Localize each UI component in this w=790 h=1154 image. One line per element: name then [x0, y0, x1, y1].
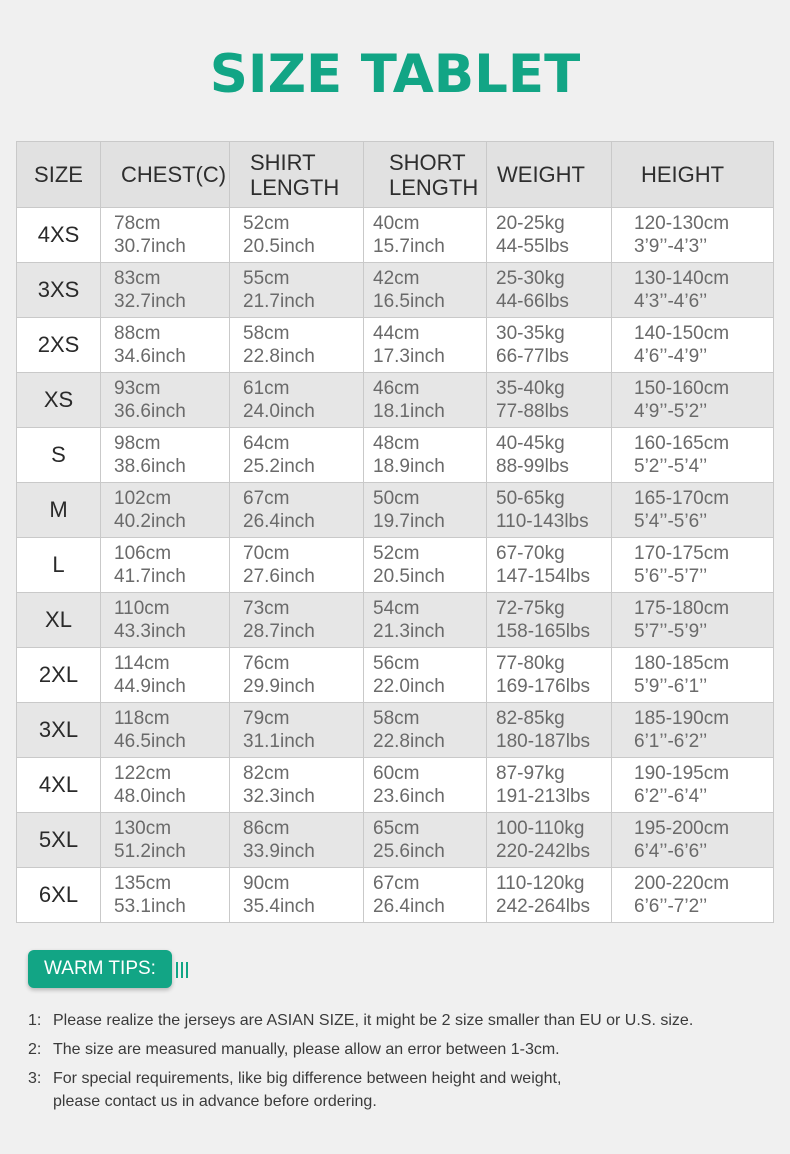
- metric-value: 56cm: [373, 653, 420, 674]
- table-cell: [364, 208, 487, 263]
- imperial-value: 191-213lbs: [496, 786, 591, 807]
- imperial-value: 48.0inch: [114, 786, 186, 807]
- table-cell: [230, 538, 364, 593]
- size-label: 3XS: [17, 263, 101, 318]
- metric-value: 190-195cm: [634, 763, 730, 784]
- size-label: 4XS: [17, 208, 101, 263]
- metric-value: 58cm: [243, 323, 290, 344]
- table-cell: [230, 318, 364, 373]
- imperial-value: 77-88lbs: [496, 401, 569, 422]
- metric-value: 83cm: [114, 268, 161, 289]
- table-cell: [612, 703, 774, 758]
- table-cell: [230, 263, 364, 318]
- table-cell: [487, 208, 612, 263]
- imperial-value: 26.4inch: [373, 896, 445, 917]
- imperial-value: 40.2inch: [114, 511, 186, 532]
- metric-value: 52cm: [373, 543, 420, 564]
- table-cell: [487, 318, 612, 373]
- size-label: 6XL: [17, 868, 101, 923]
- imperial-value: 5’2’’-5’4’’: [634, 456, 708, 477]
- table-cell: [364, 813, 487, 868]
- table-row: [17, 318, 774, 373]
- size-label: 2XL: [17, 648, 101, 703]
- metric-value: 25-30kg: [496, 268, 565, 289]
- table-row: [17, 593, 774, 648]
- table-cell: [487, 428, 612, 483]
- imperial-value: 5’7’’-5’9’’: [634, 621, 708, 642]
- imperial-value: 30.7inch: [114, 236, 186, 257]
- imperial-value: 23.6inch: [373, 786, 445, 807]
- table-cell: [487, 483, 612, 538]
- metric-value: 86cm: [243, 818, 290, 839]
- table-row: [17, 483, 774, 538]
- metric-value: 120-130cm: [634, 213, 730, 234]
- metric-value: 40-45kg: [496, 433, 565, 454]
- metric-value: 42cm: [373, 268, 420, 289]
- table-cell: [487, 758, 612, 813]
- table-row: [17, 703, 774, 758]
- metric-value: 67cm: [243, 488, 290, 509]
- table-cell: [364, 868, 487, 923]
- table-cell: [101, 648, 230, 703]
- metric-value: 61cm: [243, 378, 290, 399]
- metric-value: 60cm: [373, 763, 420, 784]
- imperial-value: 38.6inch: [114, 456, 186, 477]
- metric-value: 58cm: [373, 708, 420, 729]
- imperial-value: 53.1inch: [114, 896, 186, 917]
- column-header-text: LENGTH: [389, 174, 479, 200]
- column-header: [364, 142, 487, 208]
- imperial-value: 15.7inch: [373, 236, 445, 257]
- table-cell: [612, 373, 774, 428]
- warm-tips-badge: WARM TIPS:: [28, 950, 172, 988]
- table-cell: [487, 538, 612, 593]
- imperial-value: 242-264lbs: [496, 896, 591, 917]
- tip-text: For special requirements, like big difference between height and weight,: [53, 1070, 562, 1087]
- table-cell: [101, 703, 230, 758]
- imperial-value: 18.1inch: [373, 401, 445, 422]
- imperial-value: 36.6inch: [114, 401, 186, 422]
- table-cell: [364, 483, 487, 538]
- table-cell: [364, 758, 487, 813]
- imperial-value: 20.5inch: [373, 566, 445, 587]
- metric-value: 195-200cm: [634, 818, 730, 839]
- tip-text: The size are measured manually, please allow an error between 1-3cm.: [53, 1041, 560, 1058]
- imperial-value: 22.0inch: [373, 676, 445, 697]
- column-header-text: HEIGHT: [641, 162, 725, 187]
- imperial-value: 44-55lbs: [496, 236, 569, 257]
- table-cell: [101, 263, 230, 318]
- imperial-value: 5’9’’-6’1’’: [634, 676, 708, 697]
- metric-value: 78cm: [114, 213, 161, 234]
- table-cell: [612, 648, 774, 703]
- imperial-value: 46.5inch: [114, 731, 186, 752]
- metric-value: 67-70kg: [496, 543, 565, 564]
- table-cell: [101, 593, 230, 648]
- metric-value: 87-97kg: [496, 763, 565, 784]
- metric-value: 110-120kg: [496, 873, 585, 894]
- table-cell: [612, 758, 774, 813]
- table-row: [17, 648, 774, 703]
- metric-value: 70cm: [243, 543, 290, 564]
- metric-value: 100-110kg: [496, 818, 585, 839]
- size-label: XS: [17, 373, 101, 428]
- imperial-value: 6’6’’-7’2’’: [634, 896, 708, 917]
- imperial-value: 27.6inch: [243, 566, 315, 587]
- imperial-value: 24.0inch: [243, 401, 315, 422]
- imperial-value: 6’4’’-6’6’’: [634, 841, 708, 862]
- table-row: [17, 538, 774, 593]
- imperial-value: 34.6inch: [114, 346, 186, 367]
- imperial-value: 43.3inch: [114, 621, 186, 642]
- size-label: L: [17, 538, 101, 593]
- metric-value: 150-160cm: [634, 378, 730, 399]
- imperial-value: 22.8inch: [373, 731, 445, 752]
- table-row: [17, 428, 774, 483]
- metric-value: 175-180cm: [634, 598, 730, 619]
- column-header-text: CHEST(C): [121, 162, 227, 187]
- imperial-value: 158-165lbs: [496, 621, 591, 642]
- size-table: [16, 141, 774, 923]
- metric-value: 93cm: [114, 378, 161, 399]
- metric-value: 67cm: [373, 873, 420, 894]
- table-body: [17, 208, 774, 923]
- size-label: XL: [17, 593, 101, 648]
- table-header-row: [17, 142, 774, 208]
- metric-value: 200-220cm: [634, 873, 730, 894]
- imperial-value: 17.3inch: [373, 346, 445, 367]
- tips-list: [28, 1009, 768, 1119]
- metric-value: 40cm: [373, 213, 420, 234]
- table-cell: [364, 593, 487, 648]
- metric-value: 114cm: [114, 653, 170, 674]
- metric-value: 102cm: [114, 488, 172, 509]
- metric-value: 64cm: [243, 433, 290, 454]
- metric-value: 180-185cm: [634, 653, 730, 674]
- table-cell: [230, 868, 364, 923]
- table-cell: [612, 868, 774, 923]
- table-row: [17, 813, 774, 868]
- table-cell: [230, 373, 364, 428]
- table-cell: [230, 813, 364, 868]
- table-cell: [101, 318, 230, 373]
- metric-value: 65cm: [373, 818, 420, 839]
- table-cell: [101, 538, 230, 593]
- metric-value: 44cm: [373, 323, 420, 344]
- imperial-value: 88-99lbs: [496, 456, 569, 477]
- column-header-text: WEIGHT: [497, 162, 585, 187]
- imperial-value: 25.6inch: [373, 841, 445, 862]
- table-cell: [364, 538, 487, 593]
- imperial-value: 4’9’’-5’2’’: [634, 401, 708, 422]
- table-row: [17, 373, 774, 428]
- imperial-value: 20.5inch: [243, 236, 315, 257]
- size-label: M: [17, 483, 101, 538]
- metric-value: 98cm: [114, 433, 161, 454]
- column-header: [101, 142, 230, 208]
- size-label: 4XL: [17, 758, 101, 813]
- imperial-value: 4’3’’-4’6’’: [634, 291, 708, 312]
- imperial-value: 18.9inch: [373, 456, 445, 477]
- metric-value: 55cm: [243, 268, 290, 289]
- metric-value: 50cm: [373, 488, 420, 509]
- table-cell: [612, 263, 774, 318]
- column-header-text: SHORT: [389, 149, 466, 175]
- metric-value: 88cm: [114, 323, 161, 344]
- table-cell: [230, 648, 364, 703]
- metric-value: 122cm: [114, 763, 172, 784]
- table-row: [17, 868, 774, 923]
- metric-value: 165-170cm: [634, 488, 730, 509]
- tip-number: 2:: [28, 1041, 42, 1058]
- tip-text: Please realize the jerseys are ASIAN SIZE, it might be 2 size smaller than EU or U.S. size.: [53, 1012, 694, 1029]
- imperial-value: 66-77lbs: [496, 346, 569, 367]
- table-cell: [364, 263, 487, 318]
- bars-icon: [176, 962, 192, 978]
- metric-value: 72-75kg: [496, 598, 565, 619]
- table-cell: [364, 318, 487, 373]
- table-cell: [230, 428, 364, 483]
- imperial-value: 19.7inch: [373, 511, 445, 532]
- imperial-value: 32.3inch: [243, 786, 315, 807]
- column-header: [612, 142, 774, 208]
- metric-value: 52cm: [243, 213, 290, 234]
- imperial-value: 6’2’’-6’4’’: [634, 786, 708, 807]
- metric-value: 130cm: [114, 818, 172, 839]
- table-cell: [101, 208, 230, 263]
- metric-value: 130-140cm: [634, 268, 730, 289]
- metric-value: 90cm: [243, 873, 290, 894]
- table-cell: [612, 428, 774, 483]
- table-cell: [101, 483, 230, 538]
- imperial-value: 22.8inch: [243, 346, 315, 367]
- table-cell: [101, 428, 230, 483]
- metric-value: 170-175cm: [634, 543, 730, 564]
- column-header: [17, 142, 101, 208]
- imperial-value: 21.7inch: [243, 291, 315, 312]
- column-header-text: LENGTH: [250, 174, 340, 200]
- tip-item: [28, 1009, 768, 1032]
- metric-value: 140-150cm: [634, 323, 730, 344]
- imperial-value: 110-143lbs: [496, 511, 589, 532]
- table-cell: [612, 813, 774, 868]
- tip-text: please contact us in advance before ordering.: [53, 1093, 377, 1110]
- table-cell: [487, 373, 612, 428]
- table-cell: [612, 318, 774, 373]
- metric-value: 79cm: [243, 708, 290, 729]
- metric-value: 35-40kg: [496, 378, 565, 399]
- imperial-value: 6’1’’-6’2’’: [634, 731, 708, 752]
- metric-value: 46cm: [373, 378, 420, 399]
- metric-value: 110cm: [114, 598, 170, 619]
- imperial-value: 25.2inch: [243, 456, 315, 477]
- imperial-value: 220-242lbs: [496, 841, 591, 862]
- imperial-value: 3’9’’-4’3’’: [634, 236, 708, 257]
- imperial-value: 28.7inch: [243, 621, 315, 642]
- size-label: 5XL: [17, 813, 101, 868]
- imperial-value: 147-154lbs: [496, 566, 591, 587]
- imperial-value: 51.2inch: [114, 841, 186, 862]
- column-header-text: SHIRT: [250, 149, 316, 175]
- imperial-value: 35.4inch: [243, 896, 315, 917]
- table-cell: [230, 703, 364, 758]
- metric-value: 135cm: [114, 873, 172, 894]
- tip-number: 3:: [28, 1070, 42, 1087]
- metric-value: 160-165cm: [634, 433, 730, 454]
- table-row: [17, 263, 774, 318]
- column-header-text: SIZE: [34, 162, 83, 187]
- metric-value: 30-35kg: [496, 323, 565, 344]
- table-cell: [612, 538, 774, 593]
- table-cell: [230, 483, 364, 538]
- metric-value: 82cm: [243, 763, 290, 784]
- metric-value: 48cm: [373, 433, 420, 454]
- table-cell: [487, 703, 612, 758]
- imperial-value: 169-176lbs: [496, 676, 591, 697]
- tip-item: [28, 1067, 768, 1113]
- size-label: S: [17, 428, 101, 483]
- table-cell: [487, 263, 612, 318]
- column-header: [230, 142, 364, 208]
- imperial-value: 33.9inch: [243, 841, 315, 862]
- table-cell: [364, 703, 487, 758]
- imperial-value: 32.7inch: [114, 291, 186, 312]
- imperial-value: 4’6’’-4’9’’: [634, 346, 708, 367]
- imperial-value: 41.7inch: [114, 566, 186, 587]
- metric-value: 54cm: [373, 598, 420, 619]
- metric-value: 50-65kg: [496, 488, 565, 509]
- table-cell: [487, 868, 612, 923]
- imperial-value: 21.3inch: [373, 621, 445, 642]
- table-cell: [230, 758, 364, 813]
- metric-value: 118cm: [114, 708, 170, 729]
- imperial-value: 44.9inch: [114, 676, 186, 697]
- imperial-value: 26.4inch: [243, 511, 315, 532]
- table-cell: [612, 593, 774, 648]
- table-cell: [487, 648, 612, 703]
- table-cell: [612, 208, 774, 263]
- imperial-value: 29.9inch: [243, 676, 315, 697]
- imperial-value: 31.1inch: [243, 731, 315, 752]
- size-label: 3XL: [17, 703, 101, 758]
- imperial-value: 16.5inch: [373, 291, 445, 312]
- tip-number: 1:: [28, 1012, 42, 1029]
- imperial-value: 180-187lbs: [496, 731, 591, 752]
- imperial-value: 5’4’’-5’6’’: [634, 511, 708, 532]
- metric-value: 76cm: [243, 653, 290, 674]
- table-cell: [364, 428, 487, 483]
- table-cell: [101, 758, 230, 813]
- column-header: [487, 142, 612, 208]
- metric-value: 185-190cm: [634, 708, 730, 729]
- table-cell: [101, 373, 230, 428]
- size-label: 2XS: [17, 318, 101, 373]
- table-cell: [101, 868, 230, 923]
- metric-value: 20-25kg: [496, 213, 565, 234]
- table-cell: [487, 813, 612, 868]
- tip-item: [28, 1038, 768, 1061]
- metric-value: 82-85kg: [496, 708, 565, 729]
- metric-value: 73cm: [243, 598, 290, 619]
- imperial-value: 5’6’’-5’7’’: [634, 566, 708, 587]
- imperial-value: 44-66lbs: [496, 291, 569, 312]
- metric-value: 77-80kg: [496, 653, 565, 674]
- table-row: [17, 758, 774, 813]
- table-cell: [101, 813, 230, 868]
- metric-value: 106cm: [114, 543, 172, 564]
- table-cell: [230, 593, 364, 648]
- table-cell: [612, 483, 774, 538]
- table-row: [17, 208, 774, 263]
- table-cell: [487, 593, 612, 648]
- table-cell: [364, 648, 487, 703]
- table-cell: [230, 208, 364, 263]
- table-cell: [364, 373, 487, 428]
- page-title: SIZE TABLET: [209, 44, 581, 105]
